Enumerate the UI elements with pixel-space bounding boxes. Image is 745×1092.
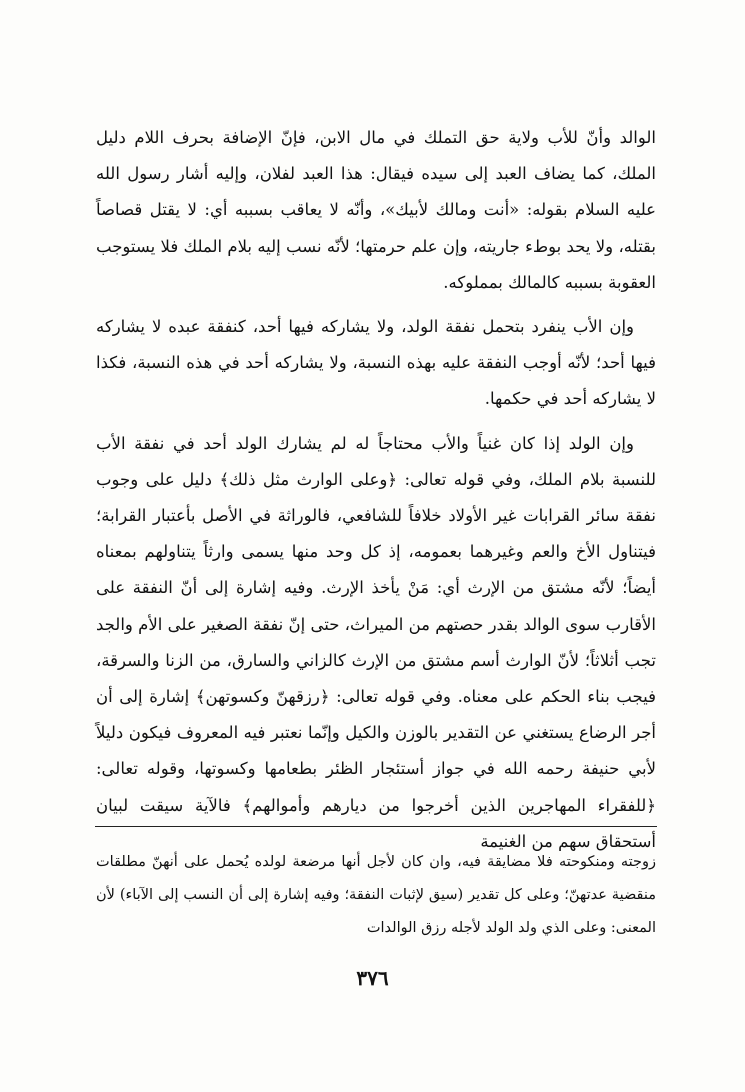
paragraph-father-authority: الوالد وأنّ للأب ولاية حق التملك في مال الابن، فإنّ الإضافة بحرف اللام دليل الملك، كما يضاف العبد إلى سيده فيقال: هذا العبد لفلان، وإليه أشار رسول الله عليه السلام بقوله: «أنت ومالك لأبيك»، وأنّه لا يعاقب بسببه أي: لا يقتل قصاصاً بقتله، ولا يحد بوطء جاريته، وإن علم حرمتها؛ لأنّه نسب إليه بلام الملك فلا يستوجب العقوبة بسببه كالمالك بمملوكه. (96, 128, 656, 292)
footnote-divider (95, 826, 657, 827)
paragraph-father-maintenance: وإن الأب ينفرد بتحمل نفقة الولد، ولا يشاركه فيها أحد، كنفقة عبده لا يشاركه فيها أحد؛ لأنّه أوجب النفقة عليه بهذه النسبة، ولا يشاركه أحد في هذه النسبة، فكذا لا يشاركه أحد في حكمها. (96, 317, 656, 409)
paragraph-son-wealthy: وإن الولد إذا كان غنياً والأب محتاجاً له لم يشارك الولد أحد في نفقة الأب للنسبة بلام الملك، وفي قوله تعالى: ﴿وعلى الوارث مثل ذلك﴾ دليل على وجوب نفقة سائر القرابات غير الأولاد خلافاً للشافعي، فالوراثة في الأصل بأعتبار القرابة؛ فيتناول الأخ والعم وغيرهما بعمومه، إذ كل وحد منها يسمى وارثاً يتناولهم بمعناه أيضاً؛ لأنّه مشتق من الإرث أي: مَنْ يأخذ الإرث. وفيه إشارة إلى أنّ النفقة على الأقارب سوى الوالد بقدر حصتهم من الميراث، حتى إنّ نفقة الصغير على الأم والجد تجب أثلاثاً؛ لأنّ الوارث أسم مشتق من الإرث كالزاني والسارق، من الزنا والسرقة، فيجب بناء الحكم على معناه. وفي قوله تعالى: ﴿رزقهنّ وكسوتهن﴾ إشارة إلى أن أجر الرضاع يستغني عن التقدير بالوزن والكيل وإنّما نعتبر فيه المعروف فيكون دليلاً لأبي حنيفة رحمه الله في جواز أستئجار الظئر بطعامها وكسوتها، وقوله تعالى: ﴿للفقراء المهاجرين الذين أخرجوا من ديارهم وأموالهم﴾ فالآية سيقت لبيان أستحقاق سهم من الغنيمة (96, 433, 656, 851)
main-text (96, 120, 656, 868)
page-number: ٣٧٦ (356, 966, 389, 990)
footnote-text: زوجته ومنكوحته فلا مضايقة فيه، وان كان لأجل أنها مرضعة لولده يُحمل على أنهنّ مطلقات منقضية عدتهنّ؛ وعلى كل تقدير (سيق لإثبات النفقة؛ وفيه إشارة إلى أن النسب إلى الآباء) لأن المعنى: وعلى الذي ولد الولد لأجله رزق الوالدات (96, 854, 656, 936)
footnotes (96, 846, 656, 945)
